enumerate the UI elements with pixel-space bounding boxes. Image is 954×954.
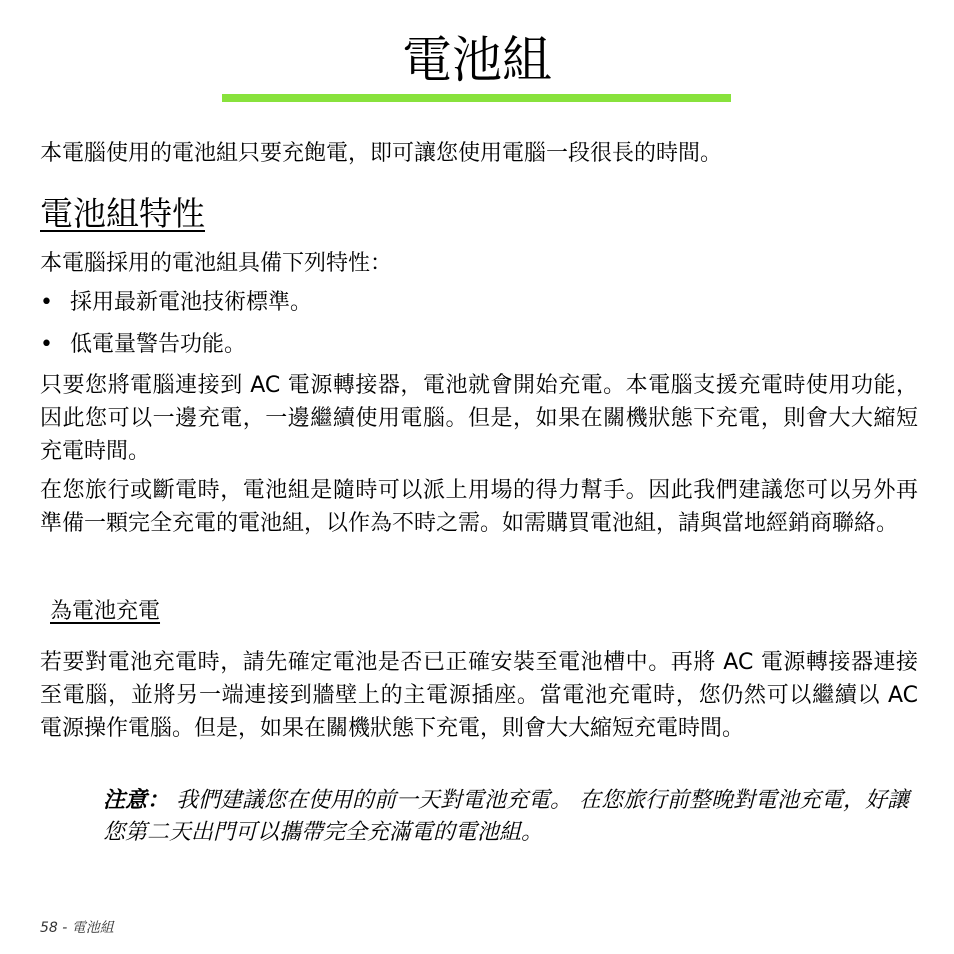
section-heading: 電池組特性 (40, 194, 205, 233)
intro-paragraph: 本電腦使用的電池組只要充飽電，即可讓您使用電腦一段很長的時間。 (40, 141, 723, 166)
list-item-text: 低電量警告功能。 (70, 332, 247, 357)
features-intro: 本電腦採用的電池組具備下列特性： (40, 251, 393, 276)
spare-battery-paragraph: 在您旅行或斷電時，電池組是隨時可以派上用場的得力幫手。因此我們建議您可以另外再準備一顆完全充電的電池組，以作為不時之需。如需購買電池組，請與當地經銷商聯絡。 (40, 478, 918, 536)
bullet-icon: • (40, 332, 53, 357)
list-item-text: 採用最新電池技術標準。 (70, 290, 313, 315)
title-divider (222, 94, 731, 102)
bullet-icon: • (40, 290, 53, 315)
how-to-charge-paragraph: 若要對電池充電時，請先確定電池是否已正確安裝至電池槽中。再將 AC 電源轉接器連接至電腦，並將另一端連接到牆壁上的主電源插座。當電池充電時，您仍然可以繼續以 AC 電源操作電腦。但是，如果在關機狀態下充電，則會大大縮短充電時間。 (40, 650, 918, 741)
note (103, 785, 918, 849)
page-title: 電池組 (402, 31, 552, 89)
page-footer: 58 - 電池組 (40, 920, 114, 936)
note-label: 注意： (103, 788, 170, 813)
charging-use-paragraph: 只要您將電腦連接到 AC 電源轉接器，電池就會開始充電。本電腦支援充電時使用功能，因此您可以一邊充電，一邊繼續使用電腦。但是，如果在關機狀態下充電，則會大大縮短充電時間。 (40, 373, 918, 464)
note-text: 我們建議您在使用的前一天對電池充電。 在您旅行前整晚對電池充電，好讓您第二天出門可以攜帶完全充滿電的電池組。 (103, 788, 910, 845)
subsection-heading: 為電池充電 (50, 599, 161, 624)
